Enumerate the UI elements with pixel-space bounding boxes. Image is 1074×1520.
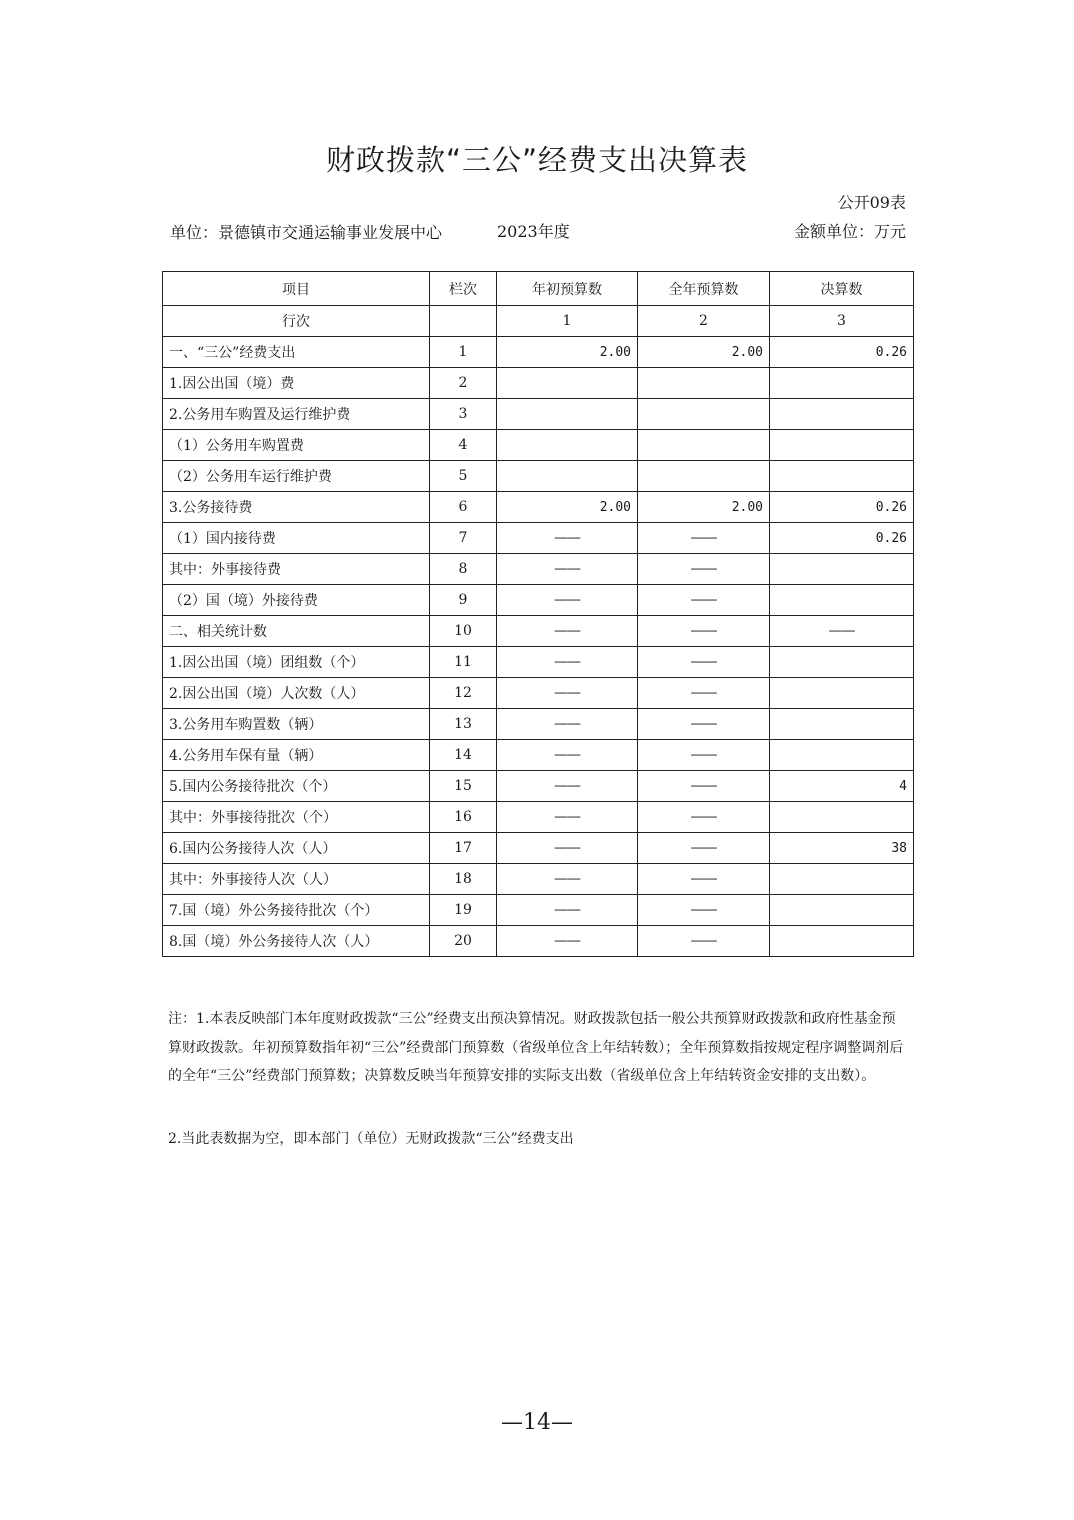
header-initial-budget: 年初预算数: [497, 272, 638, 306]
cell-row-no: 2: [430, 368, 497, 399]
cell-row-no: 1: [430, 337, 497, 368]
cell-initial-budget: [497, 399, 638, 430]
cell-final-accounts: ——: [770, 616, 914, 647]
cell-full-year-budget: ——: [638, 678, 770, 709]
cell-item: （2）国（境）外接待费: [163, 585, 430, 616]
cell-full-year-budget: ——: [638, 709, 770, 740]
cell-final-accounts: [770, 554, 914, 585]
cell-row-no: 4: [430, 430, 497, 461]
table-row: [163, 771, 914, 802]
table-row: [163, 492, 914, 523]
table-row: [163, 554, 914, 585]
cell-item: 4.公务用车保有量（辆）: [163, 740, 430, 771]
cell-initial-budget: ——: [497, 864, 638, 895]
subheader-col1: 1: [497, 306, 638, 337]
cell-item: 其中：外事接待费: [163, 554, 430, 585]
cell-item: 6.国内公务接待人次（人）: [163, 833, 430, 864]
cell-item: （1）公务用车购置费: [163, 430, 430, 461]
cell-full-year-budget: ——: [638, 833, 770, 864]
cell-item: 2.公务用车购置及运行维护费: [163, 399, 430, 430]
cell-item: 1.因公出国（境）费: [163, 368, 430, 399]
cell-item: 2.因公出国（境）人次数（人）: [163, 678, 430, 709]
cell-item: 二、相关统计数: [163, 616, 430, 647]
table-row: [163, 709, 914, 740]
header-item: 项目: [163, 272, 430, 306]
cell-final-accounts: [770, 864, 914, 895]
cell-full-year-budget: [638, 430, 770, 461]
cell-initial-budget: ——: [497, 926, 638, 957]
cell-initial-budget: ——: [497, 895, 638, 926]
cell-initial-budget: 2.00: [497, 492, 638, 523]
cell-row-no: 16: [430, 802, 497, 833]
cell-initial-budget: [497, 368, 638, 399]
cell-final-accounts: 0.26: [770, 523, 914, 554]
cell-final-accounts: 38: [770, 833, 914, 864]
table-row: [163, 926, 914, 957]
table-row: [163, 523, 914, 554]
page-title: 财政拨款“三公”经费支出决算表: [325, 143, 749, 177]
fiscal-year: 2023年度: [497, 222, 570, 241]
cell-row-no: 8: [430, 554, 497, 585]
table-row: [163, 430, 914, 461]
table-row: [163, 833, 914, 864]
cell-row-no: 7: [430, 523, 497, 554]
cell-final-accounts: [770, 399, 914, 430]
cell-initial-budget: ——: [497, 647, 638, 678]
cell-item: 5.国内公务接待批次（个）: [163, 771, 430, 802]
table-header-row: [163, 272, 914, 306]
cell-final-accounts: [770, 678, 914, 709]
cell-full-year-budget: ——: [638, 740, 770, 771]
cell-item: 3.公务接待费: [163, 492, 430, 523]
table-subheader-row: [163, 306, 914, 337]
cell-row-no: 14: [430, 740, 497, 771]
money-unit: 金额单位：万元: [793, 222, 906, 241]
page-number: —14—: [501, 1410, 573, 1435]
cell-final-accounts: [770, 368, 914, 399]
cell-item: 7.国（境）外公务接待批次（个）: [163, 895, 430, 926]
table-row: [163, 461, 914, 492]
cell-item: （2）公务用车运行维护费: [163, 461, 430, 492]
cell-initial-budget: ——: [497, 709, 638, 740]
cell-full-year-budget: [638, 368, 770, 399]
cell-full-year-budget: ——: [638, 616, 770, 647]
cell-initial-budget: ——: [497, 585, 638, 616]
cell-item: 一、“三公”经费支出: [163, 337, 430, 368]
table-row: [163, 585, 914, 616]
header-full-year-budget: 全年预算数: [638, 272, 770, 306]
header-final-accounts: 决算数: [770, 272, 914, 306]
cell-initial-budget: 2.00: [497, 337, 638, 368]
cell-row-no: 3: [430, 399, 497, 430]
cell-row-no: 9: [430, 585, 497, 616]
cell-final-accounts: 4: [770, 771, 914, 802]
cell-initial-budget: ——: [497, 523, 638, 554]
reporting-unit: 单位：景德镇市交通运输事业发展中心: [170, 223, 443, 242]
cell-final-accounts: [770, 647, 914, 678]
cell-final-accounts: 0.26: [770, 492, 914, 523]
cell-initial-budget: ——: [497, 802, 638, 833]
cell-full-year-budget: [638, 461, 770, 492]
cell-final-accounts: [770, 461, 914, 492]
cell-row-no: 20: [430, 926, 497, 957]
cell-row-no: 6: [430, 492, 497, 523]
cell-row-no: 19: [430, 895, 497, 926]
cell-item: 其中：外事接待批次（个）: [163, 802, 430, 833]
cell-item: （1）国内接待费: [163, 523, 430, 554]
cell-full-year-budget: ——: [638, 647, 770, 678]
table-row: [163, 368, 914, 399]
cell-row-no: 18: [430, 864, 497, 895]
cell-row-no: 13: [430, 709, 497, 740]
cell-full-year-budget: ——: [638, 895, 770, 926]
cell-full-year-budget: ——: [638, 585, 770, 616]
cell-final-accounts: 0.26: [770, 337, 914, 368]
table-row: [163, 802, 914, 833]
subheader-col3: 3: [770, 306, 914, 337]
table-row: [163, 647, 914, 678]
subheader-empty: [430, 306, 497, 337]
cell-initial-budget: ——: [497, 678, 638, 709]
cell-row-no: 10: [430, 616, 497, 647]
cell-full-year-budget: [638, 399, 770, 430]
cell-full-year-budget: ——: [638, 771, 770, 802]
note-2: 2.当此表数据为空，即本部门（单位）无财政拨款“三公”经费支出: [168, 1131, 574, 1147]
cell-initial-budget: [497, 430, 638, 461]
cell-full-year-budget: ——: [638, 802, 770, 833]
cell-item: 其中：外事接待人次（人）: [163, 864, 430, 895]
cell-row-no: 17: [430, 833, 497, 864]
cell-full-year-budget: ——: [638, 523, 770, 554]
subheader-label: 行次: [163, 306, 430, 337]
table-row: [163, 740, 914, 771]
cell-full-year-budget: 2.00: [638, 337, 770, 368]
cell-full-year-budget: ——: [638, 864, 770, 895]
cell-final-accounts: [770, 926, 914, 957]
cell-item: 8.国（境）外公务接待人次（人）: [163, 926, 430, 957]
table-row: [163, 399, 914, 430]
cell-item: 1.因公出国（境）团组数（个）: [163, 647, 430, 678]
table-number: 公开09表: [837, 193, 906, 212]
table-row: [163, 337, 914, 368]
cell-initial-budget: ——: [497, 554, 638, 585]
cell-row-no: 12: [430, 678, 497, 709]
cell-initial-budget: ——: [497, 616, 638, 647]
cell-initial-budget: ——: [497, 833, 638, 864]
cell-initial-budget: ——: [497, 771, 638, 802]
cell-initial-budget: ——: [497, 740, 638, 771]
note-1: 注：1.本表反映部门本年度财政拨款“三公”经费支出预决算情况。财政拨款包括一般公共预算财政拨款和政府性基金预算财政拨款。年初预算数指年初“三公”经费部门预算数（省级单位含上年结转数）；全年预算数指按规定程序调整调剂后的全年“三公”经费部门预算数；决算数反映当年预算安排的实际支出数（省级单位含上年结转资金安排的支出数）。: [168, 1011, 904, 1084]
cell-final-accounts: [770, 740, 914, 771]
subheader-col2: 2: [638, 306, 770, 337]
header-row-no: 栏次: [430, 272, 497, 306]
cell-row-no: 11: [430, 647, 497, 678]
cell-initial-budget: [497, 461, 638, 492]
table-row: [163, 678, 914, 709]
cell-full-year-budget: ——: [638, 926, 770, 957]
cell-full-year-budget: ——: [638, 554, 770, 585]
cell-final-accounts: [770, 802, 914, 833]
cell-final-accounts: [770, 430, 914, 461]
expenditure-table: [162, 271, 914, 957]
table-row: [163, 864, 914, 895]
cell-row-no: 5: [430, 461, 497, 492]
cell-row-no: 15: [430, 771, 497, 802]
cell-final-accounts: [770, 585, 914, 616]
cell-item: 3.公务用车购置数（辆）: [163, 709, 430, 740]
table-row: [163, 616, 914, 647]
cell-final-accounts: [770, 895, 914, 926]
cell-full-year-budget: 2.00: [638, 492, 770, 523]
table-row: [163, 895, 914, 926]
cell-final-accounts: [770, 709, 914, 740]
